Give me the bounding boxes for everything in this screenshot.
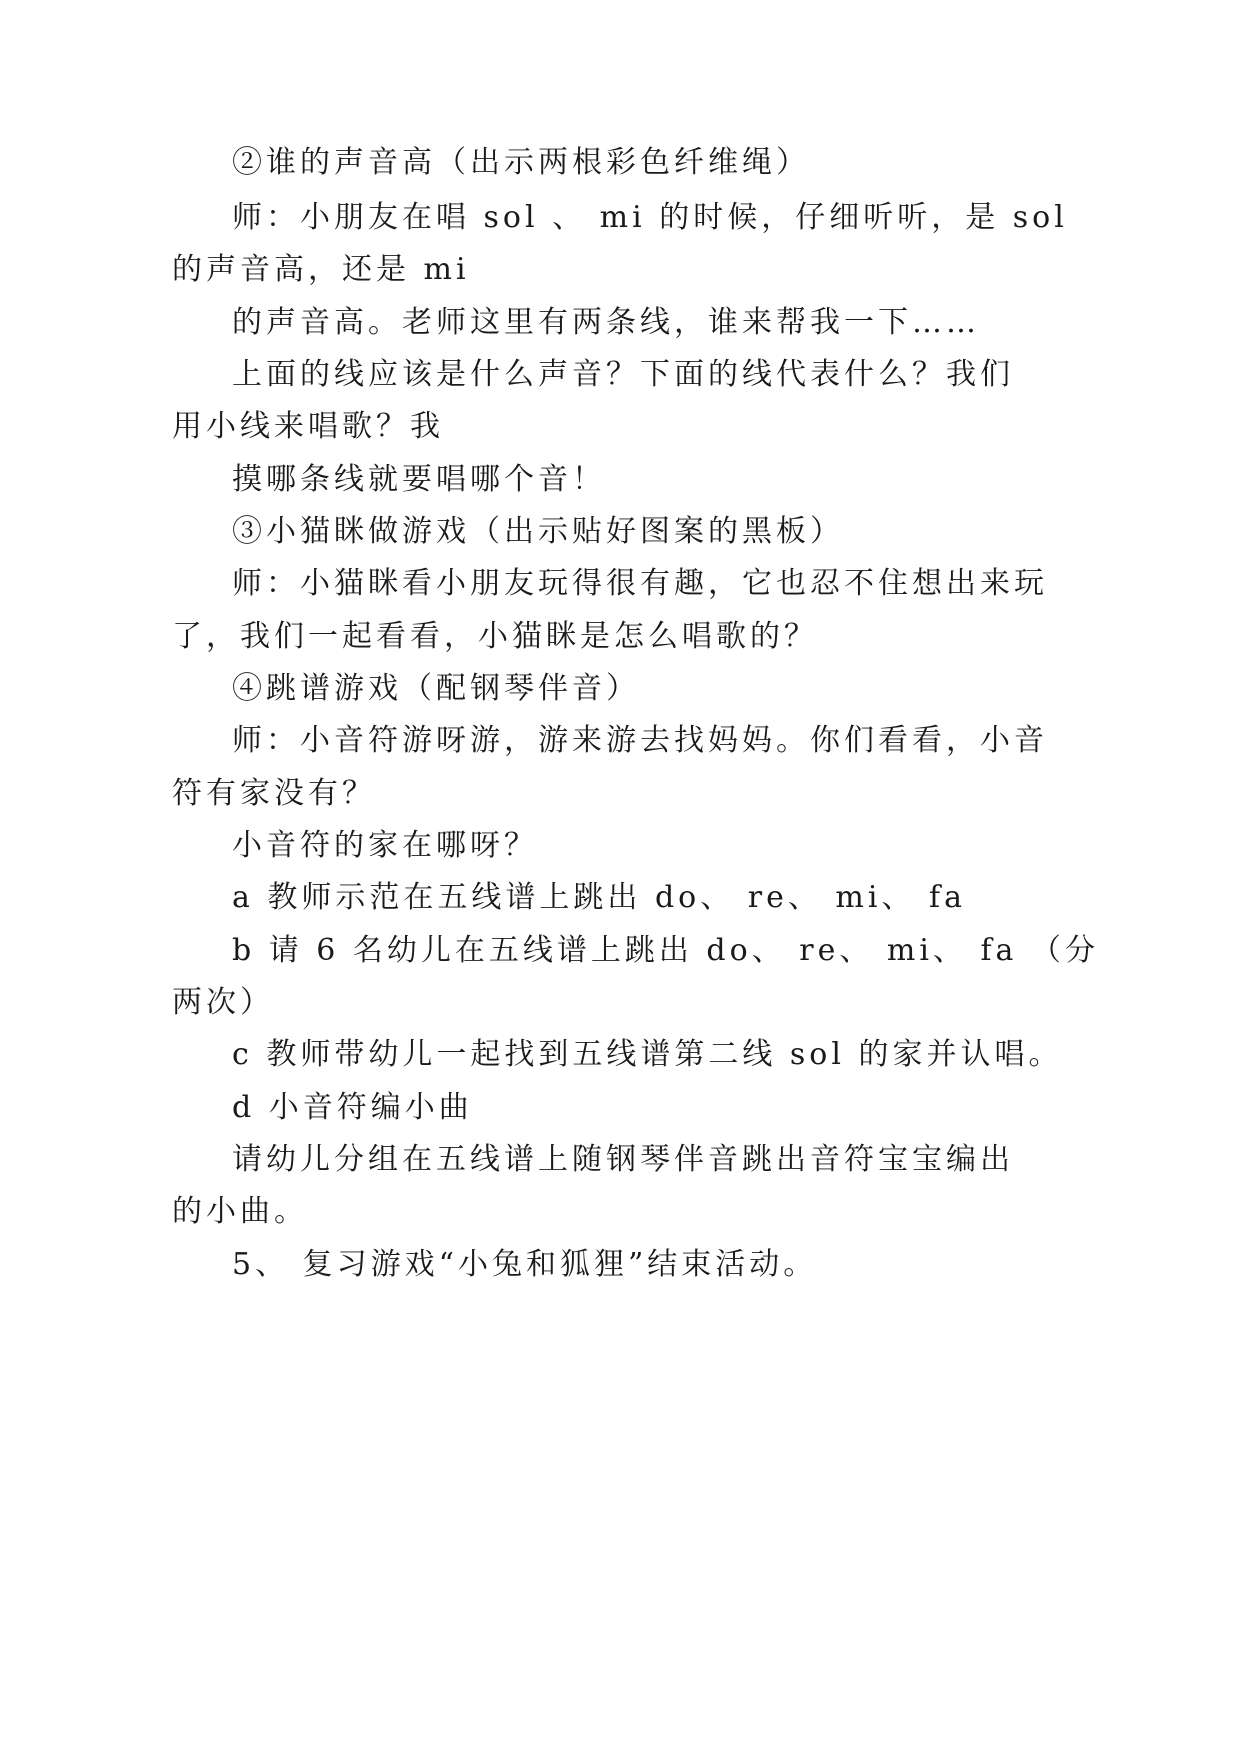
text-line: 两次）	[172, 985, 274, 1020]
text-line: d 小音符编小曲	[232, 1090, 473, 1125]
text-line: 师：小音符游呀游，游来游去找妈妈。你们看看，小音	[232, 723, 1048, 758]
text-line: 师：小猫眯看小朋友玩得很有趣，它也忍不住想出来玩	[232, 566, 1048, 601]
text-line: 的小曲。	[172, 1194, 308, 1229]
text-line: ②谁的声音高（出示两根彩色纤维绳）	[232, 145, 810, 180]
text-line: ③小猫眯做游戏（出示贴好图案的黑板）	[232, 514, 844, 549]
text-line: 的声音高。老师这里有两条线，谁来帮我一下……	[232, 305, 980, 340]
text-line: b 请 6 名幼儿在五线谱上跳出 do、 re、 mi、 fa （分	[232, 933, 1099, 968]
text-line: 请幼儿分组在五线谱上随钢琴伴音跳出音符宝宝编出	[232, 1142, 1014, 1177]
text-line: ④跳谱游戏（配钢琴伴音）	[232, 671, 640, 706]
text-line: c 教师带幼儿一起找到五线谱第二线 sol 的家并认唱。	[232, 1037, 1063, 1072]
text-line: 5、 复习游戏“小兔和狐狸”结束活动。	[232, 1247, 818, 1282]
text-line: 了，我们一起看看，小猫眯是怎么唱歌的？	[172, 619, 818, 654]
text-line: a 教师示范在五线谱上跳出 do、 re、 mi、 fa	[232, 880, 966, 915]
text-line: 上面的线应该是什么声音？下面的线代表什么？我们	[232, 357, 1014, 392]
text-line: 小音符的家在哪呀？	[232, 828, 538, 863]
text-line: 师：小朋友在唱 sol 、 mi 的时候，仔细听听，是 sol	[232, 200, 1068, 235]
text-line: 的声音高，还是 mi	[172, 252, 470, 287]
text-line: 摸哪条线就要唱哪个音！	[232, 462, 606, 497]
text-line: 用小线来唱歌？我	[172, 409, 444, 444]
text-line: 符有家没有？	[172, 776, 376, 811]
